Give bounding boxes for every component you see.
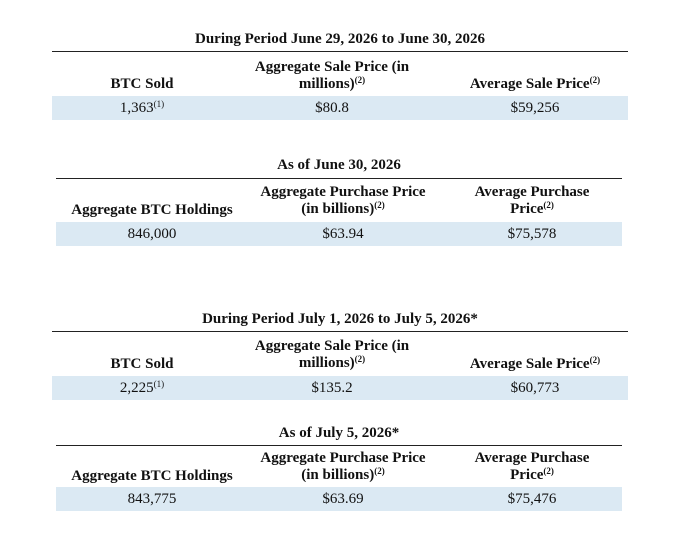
table-rule [56,178,622,179]
aggregate-sale-price-value: $80.8 [315,100,349,116]
btc-sold-value: 1,363$^{(1)}$ [119,99,165,116]
header-average-purchase-price: Average Purchase Price$^{(2)}$ [474,184,590,217]
average-sale-price-value: $59,256 [510,100,560,116]
btc-holdings-value: 846,000 [127,226,177,242]
table-row [52,376,628,400]
aggregate-sale-price-value: $135.2 [311,380,353,396]
table-row [52,96,628,120]
sale-table-july [52,310,628,405]
table-rule [52,51,628,52]
header-btc-sold: BTC Sold [110,76,174,92]
table-rule-extension [614,51,628,52]
table-title: During Period July 1, 2026 to July 5, 2026* [202,311,478,327]
sale-table-june [52,30,628,125]
aggregate-purchase-price-value: $63.69 [322,491,364,507]
header-aggregate-sale-price: Aggregate Sale Price (in millions)$^{(2)}$ [254,338,410,371]
table-title: As of June 30, 2026 [277,157,401,173]
table-rule [52,331,628,332]
btc-sold-value: 2,225$^{(1)}$ [119,379,165,396]
header-aggregate-sale-price: Aggregate Sale Price (in millions)$^{(2)}$ [254,59,410,92]
average-sale-price-value: $60,773 [510,380,560,396]
table-rule [56,445,622,446]
header-aggregate-btc-holdings: Aggregate BTC Holdings [71,202,233,218]
table-row [56,487,622,511]
table-row [56,222,622,246]
header-average-purchase-price: Average Purchase Price$^{(2)}$ [474,450,590,483]
holdings-table-june [56,156,622,248]
header-aggregate-btc-holdings: Aggregate BTC Holdings [71,468,233,484]
holdings-table-july [56,424,622,516]
header-average-sale-price: Average Sale Price$^{(2)}$ [469,355,601,372]
header-btc-sold: BTC Sold [110,356,174,372]
header-aggregate-purchase-price: Aggregate Purchase Price (in billions)$^{(2)}$ [260,184,426,217]
average-purchase-price-value: $75,476 [507,491,557,507]
aggregate-purchase-price-value: $63.94 [322,226,364,242]
table-title: During Period June 29, 2026 to June 30, 2026 [194,31,485,47]
header-aggregate-purchase-price: Aggregate Purchase Price (in billions)$^{(2)}$ [260,450,426,483]
table-rule-extension [614,331,628,332]
btc-holdings-value: 843,775 [127,491,177,507]
header-average-sale-price: Average Sale Price$^{(2)}$ [469,75,601,92]
table-title: As of July 5, 2026* [278,425,400,441]
average-purchase-price-value: $75,578 [507,226,557,242]
